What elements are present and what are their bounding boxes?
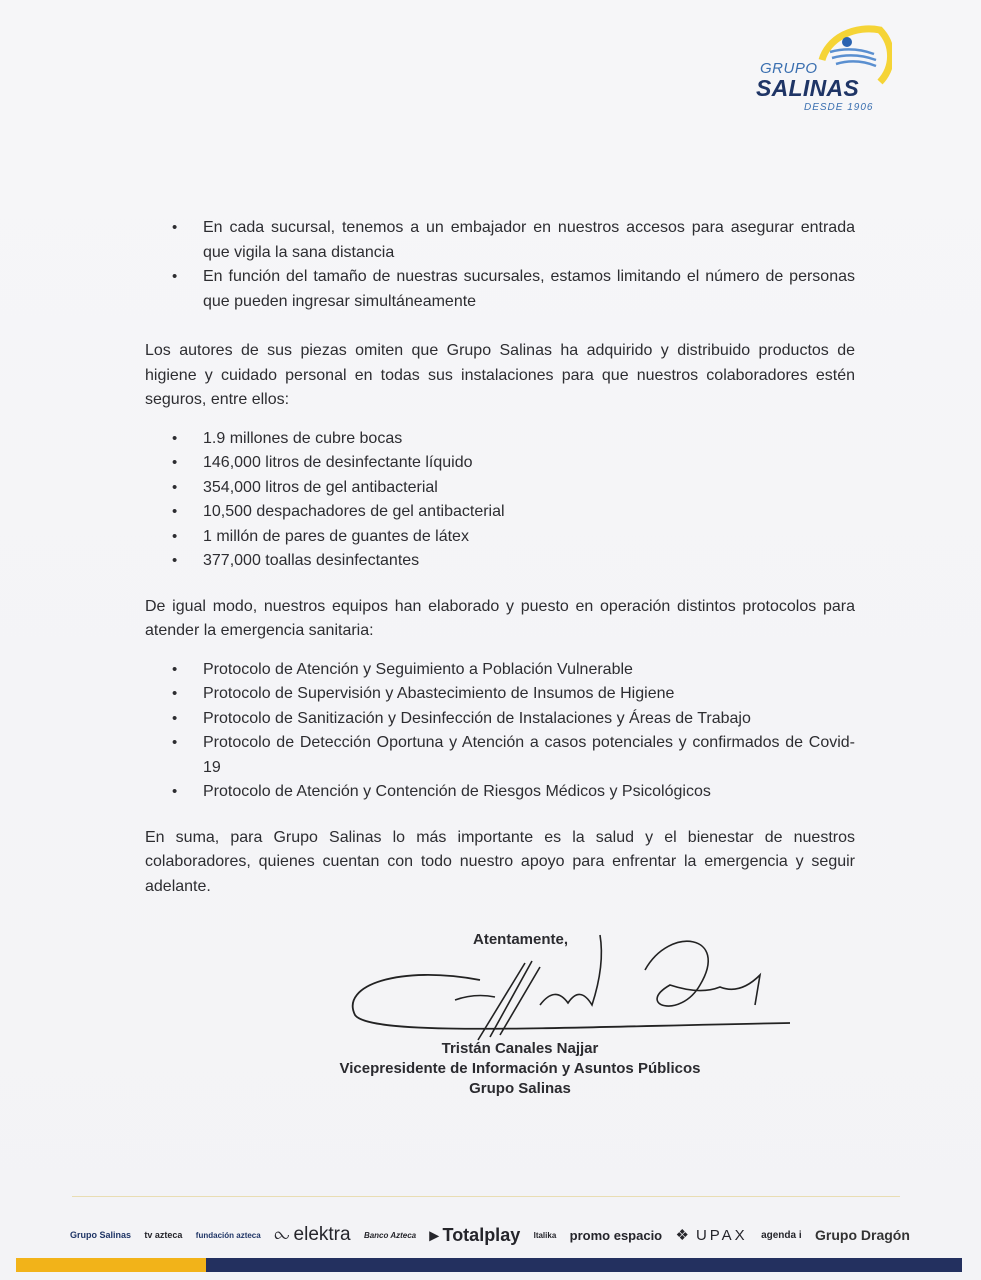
footer-bar-blue	[206, 1258, 962, 1272]
brand-logos-row	[70, 1212, 910, 1258]
grupo-salinas-logo	[752, 20, 892, 115]
logo-tagline: DESDE 1906	[804, 102, 874, 113]
signatory-info	[300, 1039, 740, 1099]
list-item: • En función del tamaño de nuestras sucursales, estamos limitando el número de personas que pueden ingresar simultáneamente	[145, 265, 855, 314]
upax-logo-icon: ❖	[675, 1227, 692, 1244]
brand-banco-azteca: Banco Azteca	[363, 1230, 417, 1240]
list-item: • Protocolo de Atención y Seguimiento a Población Vulnerable	[145, 658, 855, 683]
brand-totalplay-label: Totalplay	[442, 1224, 521, 1245]
brand-elektra	[274, 1224, 350, 1246]
access-measures-list	[145, 216, 855, 314]
signatory-name: Tristán Canales Najjar	[441, 1040, 599, 1057]
list-item: • Protocolo de Detección Oportuna y Atención a casos potenciales y confirmados de Covid-19	[145, 731, 855, 780]
paragraph-protocols-intro: De igual modo, nuestros equipos han elaborado y puesto en operación distintos protocolos para atender la emergencia sanitaria:	[145, 597, 855, 639]
brand-fundacion-azteca: fundación azteca	[195, 1230, 261, 1240]
brand-tv-azteca: tv azteca	[144, 1230, 183, 1240]
list-item: • 1.9 millones de cubre bocas	[145, 427, 855, 452]
brand-grupo-dragon: Grupo Dragón	[815, 1227, 910, 1243]
signature-block	[300, 925, 800, 1105]
brand-italika: Italika	[533, 1230, 557, 1240]
protocols-list	[145, 658, 855, 805]
totalplay-logo-icon: ▸	[429, 1224, 439, 1245]
letter-body	[145, 216, 855, 899]
list-item: • 377,000 toallas desinfectantes	[145, 549, 855, 574]
brand-upax	[676, 1226, 748, 1244]
brand-totalplay	[429, 1225, 520, 1246]
footer-divider	[72, 1196, 900, 1197]
signatory-title: Vicepresidente de Información y Asuntos Públicos	[339, 1060, 701, 1077]
elektra-logo-icon: ⧜	[274, 1224, 290, 1245]
brand-elektra-label: elektra	[293, 1224, 351, 1245]
list-item: • Protocolo de Supervisión y Abastecimiento de Insumos de Higiene	[145, 682, 855, 707]
paragraph-supplies-intro: Los autores de sus piezas omiten que Grupo Salinas ha adquirido y distribuido productos de higiene y cuidado personal en todas sus instalaciones para que nuestros colaboradores estén seguros, entre ellos:	[145, 342, 855, 408]
signatory-company: Grupo Salinas	[469, 1080, 571, 1097]
brand-promo-espacio: promo espacio	[569, 1227, 663, 1243]
list-item: • Protocolo de Sanitización y Desinfección de Instalaciones y Áreas de Trabajo	[145, 707, 855, 732]
list-item: • En cada sucursal, tenemos a un embajador en nuestros accesos para asegurar entrada que vigila la sana distancia	[145, 216, 855, 265]
list-item: • 146,000 litros de desinfectante líquido	[145, 451, 855, 476]
list-item: • 10,500 despachadores de gel antibacterial	[145, 500, 855, 525]
brand-grupo-salinas: Grupo Salinas	[70, 1230, 132, 1240]
footer-bar-yellow	[16, 1258, 206, 1272]
supplies-list	[145, 427, 855, 574]
list-item: • Protocolo de Atención y Contención de Riesgos Médicos y Psicológicos	[145, 780, 855, 805]
brand-agenda-i: agenda i	[761, 1229, 802, 1241]
logo-salinas: SALINAS	[756, 75, 860, 101]
list-item: • 354,000 litros de gel antibacterial	[145, 476, 855, 501]
closing-salutation: Atentamente,	[473, 931, 569, 948]
brand-upax-label: UPAX	[695, 1226, 748, 1244]
paragraph-closing: En suma, para Grupo Salinas lo más importante es la salud y el bienestar de nuestros colaboradores, quienes cuentan con todo nuestro apoyo para enfrentar la emergencia y seguir adelante.	[145, 828, 855, 895]
list-item: • 1 millón de pares de guantes de látex	[145, 525, 855, 550]
logo-grupo: GRUPO	[760, 60, 818, 77]
